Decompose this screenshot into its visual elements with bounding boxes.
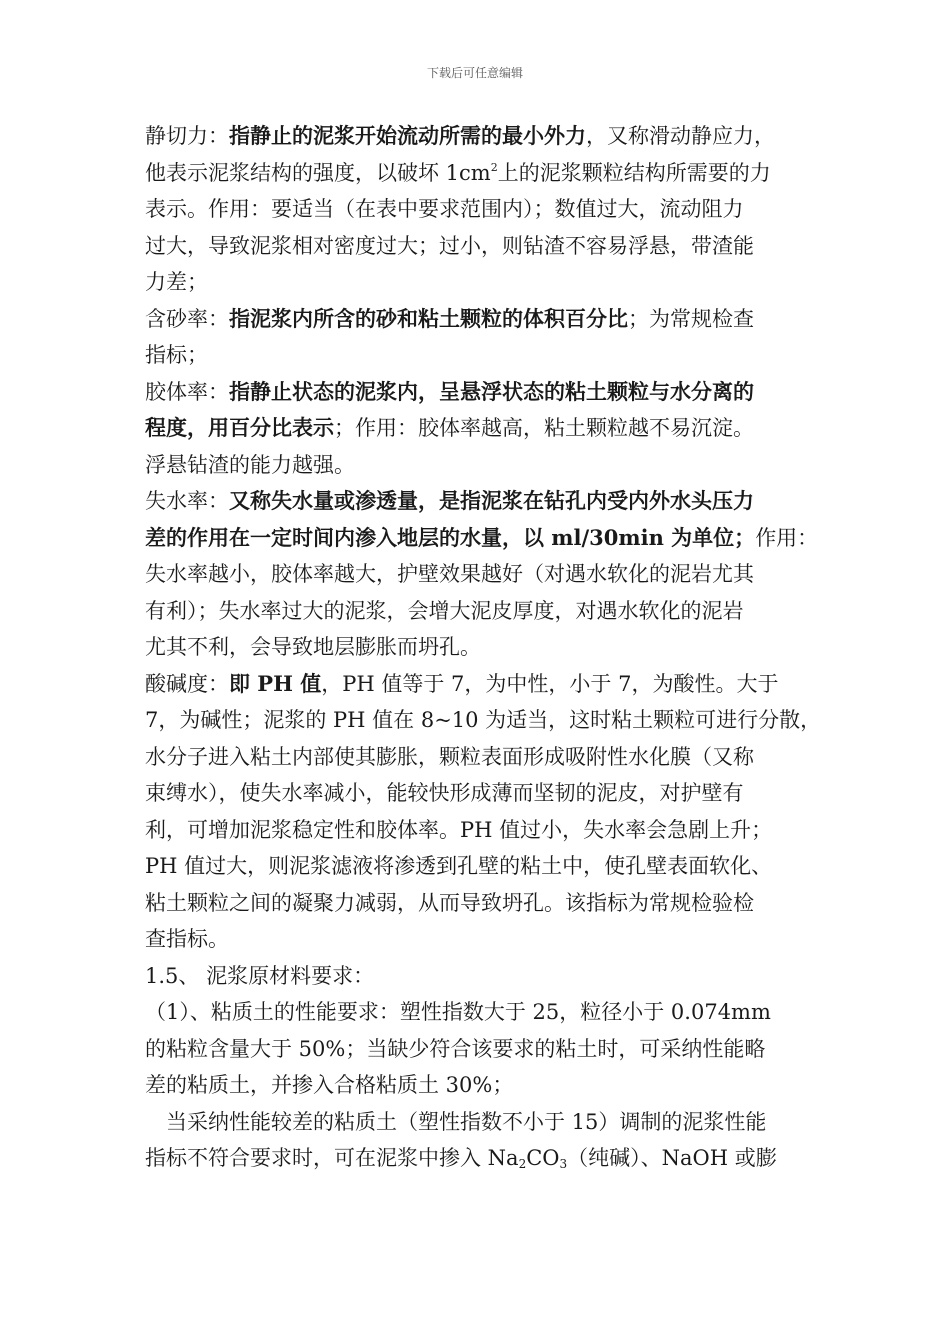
text-span: 束缚水），使失水率减小，能较快形成薄而坚韧的泥皮，对护壁有 [145, 781, 744, 805]
text-line [145, 1140, 820, 1177]
text-span: 水分子进入粘土内部使其膨胀，颗粒表面形成吸附性水化膜（又称 [145, 744, 754, 769]
bold-text: 差的作用在一定时间内渗入地层的水量，以 ml/30min 为单位； [145, 524, 756, 550]
text-span: （纯碱）、NaOH 或膨 [567, 1146, 777, 1170]
text-span: 失水率： [145, 489, 229, 513]
text-span: 查指标。 [145, 927, 229, 951]
text-span: 他表示泥浆结构的强度，以破坏 1cm [145, 160, 491, 185]
text-line [145, 1104, 820, 1141]
text-span: 酸碱度： [145, 671, 229, 696]
text-line [145, 848, 820, 885]
text-span: 力差； [145, 270, 208, 294]
bold-text: 指静止状态的泥浆内，呈悬浮状态的粘土颗粒与水分离的 [229, 378, 754, 404]
text-line [145, 447, 820, 484]
text-line [145, 775, 820, 812]
text-line [145, 374, 820, 411]
text-line [145, 228, 820, 265]
text-span: 胶体率： [145, 379, 229, 404]
text-line [145, 337, 820, 374]
bold-text: 又称失水量或渗透量，是指泥浆在钻孔内受内外水头压力 [229, 488, 754, 513]
text-line [145, 483, 820, 520]
text-span: 含砂率： [145, 306, 229, 331]
text-line [145, 885, 820, 922]
text-span: ；为常规检查 [628, 306, 754, 331]
text-line [145, 155, 820, 192]
text-line [145, 958, 820, 995]
text-line [145, 593, 820, 630]
text-span: CO [526, 1146, 560, 1170]
text-span: 粘土颗粒之间的凝聚力减弱，从而导致坍孔。该指标为常规检验检 [145, 890, 754, 915]
text-span: 有利）；失水率过大的泥浆，会增大泥皮厚度，对遇水软化的泥岩 [145, 598, 744, 623]
text-line [145, 1067, 820, 1104]
superscript: 2 [490, 160, 498, 174]
text-line [145, 739, 820, 776]
text-span: 指标不符合要求时，可在泥浆中掺入 Na [145, 1146, 519, 1170]
text-span: ，PH 值等于 7，为中性，小于 7，为酸性。大于 [321, 671, 779, 696]
text-line [145, 702, 820, 739]
text-line [145, 301, 820, 338]
page-header: 下载后可任意编辑 [426, 66, 523, 80]
text-span: 过大，导致泥浆相对密度过大；过小，则钻渣不容易浮悬，带渣能 [145, 233, 754, 258]
text-span: 失水率越小，胶体率越大，护壁效果越好（对遇水软化的泥岩尤其 [145, 562, 754, 586]
subscript: 3 [559, 1157, 568, 1171]
text-span: （1）、粘质土的性能要求：塑性指数大于 25，粒径小于 0.074mm [145, 1000, 771, 1024]
bold-text: 指静止的泥浆开始流动所需的最小外力 [229, 123, 586, 148]
text-span: 浮悬钻渣的能力越强。 [145, 452, 355, 477]
text-span: 的粘粒含量大于 50%；当缺少符合该要求的粘土时，可采纳性能略 [145, 1036, 766, 1061]
text-line [145, 118, 820, 155]
text-span: 指标； [145, 343, 208, 367]
text-span: 差的粘质土，并掺入合格粘质土 30%； [145, 1073, 514, 1097]
text-span: PH 值过大，则泥浆滤液将渗透到孔壁的粘土中，使孔壁表面软化、 [145, 854, 773, 878]
subscript: 2 [518, 1157, 527, 1171]
text-span: 利，可增加泥浆稳定性和胶体率。PH 值过小，失水率会急剧上升； [145, 817, 773, 842]
text-span: 静切力： [145, 124, 229, 148]
text-line [145, 556, 820, 593]
text-span: ，又称滑动静应力， [586, 124, 775, 148]
text-line [145, 264, 820, 301]
text-line [145, 812, 820, 849]
text-line [145, 921, 820, 958]
text-span: 1.5、 泥浆原材料要求： [145, 963, 375, 988]
bold-text: 即 PH 值 [229, 670, 322, 696]
text-line [145, 1031, 820, 1068]
text-line [145, 410, 820, 447]
text-line [145, 629, 820, 666]
text-line [145, 191, 820, 228]
text-line [145, 994, 820, 1031]
bold-text: 指泥浆内所含的砂和粘土颗粒的体积百分比 [229, 305, 628, 331]
text-span: 上的泥浆颗粒结构所需要的力 [497, 160, 771, 185]
text-span: 表示。作用：要适当（在表中要求范围内）；数值过大，流动阻力 [145, 197, 744, 221]
text-line [145, 520, 820, 557]
text-span: 尤其不利，会导致地层膨胀而坍孔。 [145, 635, 481, 659]
text-span: 7，为碱性；泥浆的 PH 值在 8~10 为适当，这时粘土颗粒可进行分散， [145, 708, 822, 732]
bold-text: 程度，用百分比表示 [145, 415, 334, 440]
text-span: 当采纳性能较差的粘质土（塑性指数不小于 15）调制的泥浆性能 [145, 1109, 767, 1134]
document-body [145, 118, 820, 1177]
text-line [145, 666, 820, 703]
text-span: 作用： [755, 525, 819, 550]
text-span: ；作用：胶体率越高，粘土颗粒越不易沉淀。 [334, 416, 754, 440]
